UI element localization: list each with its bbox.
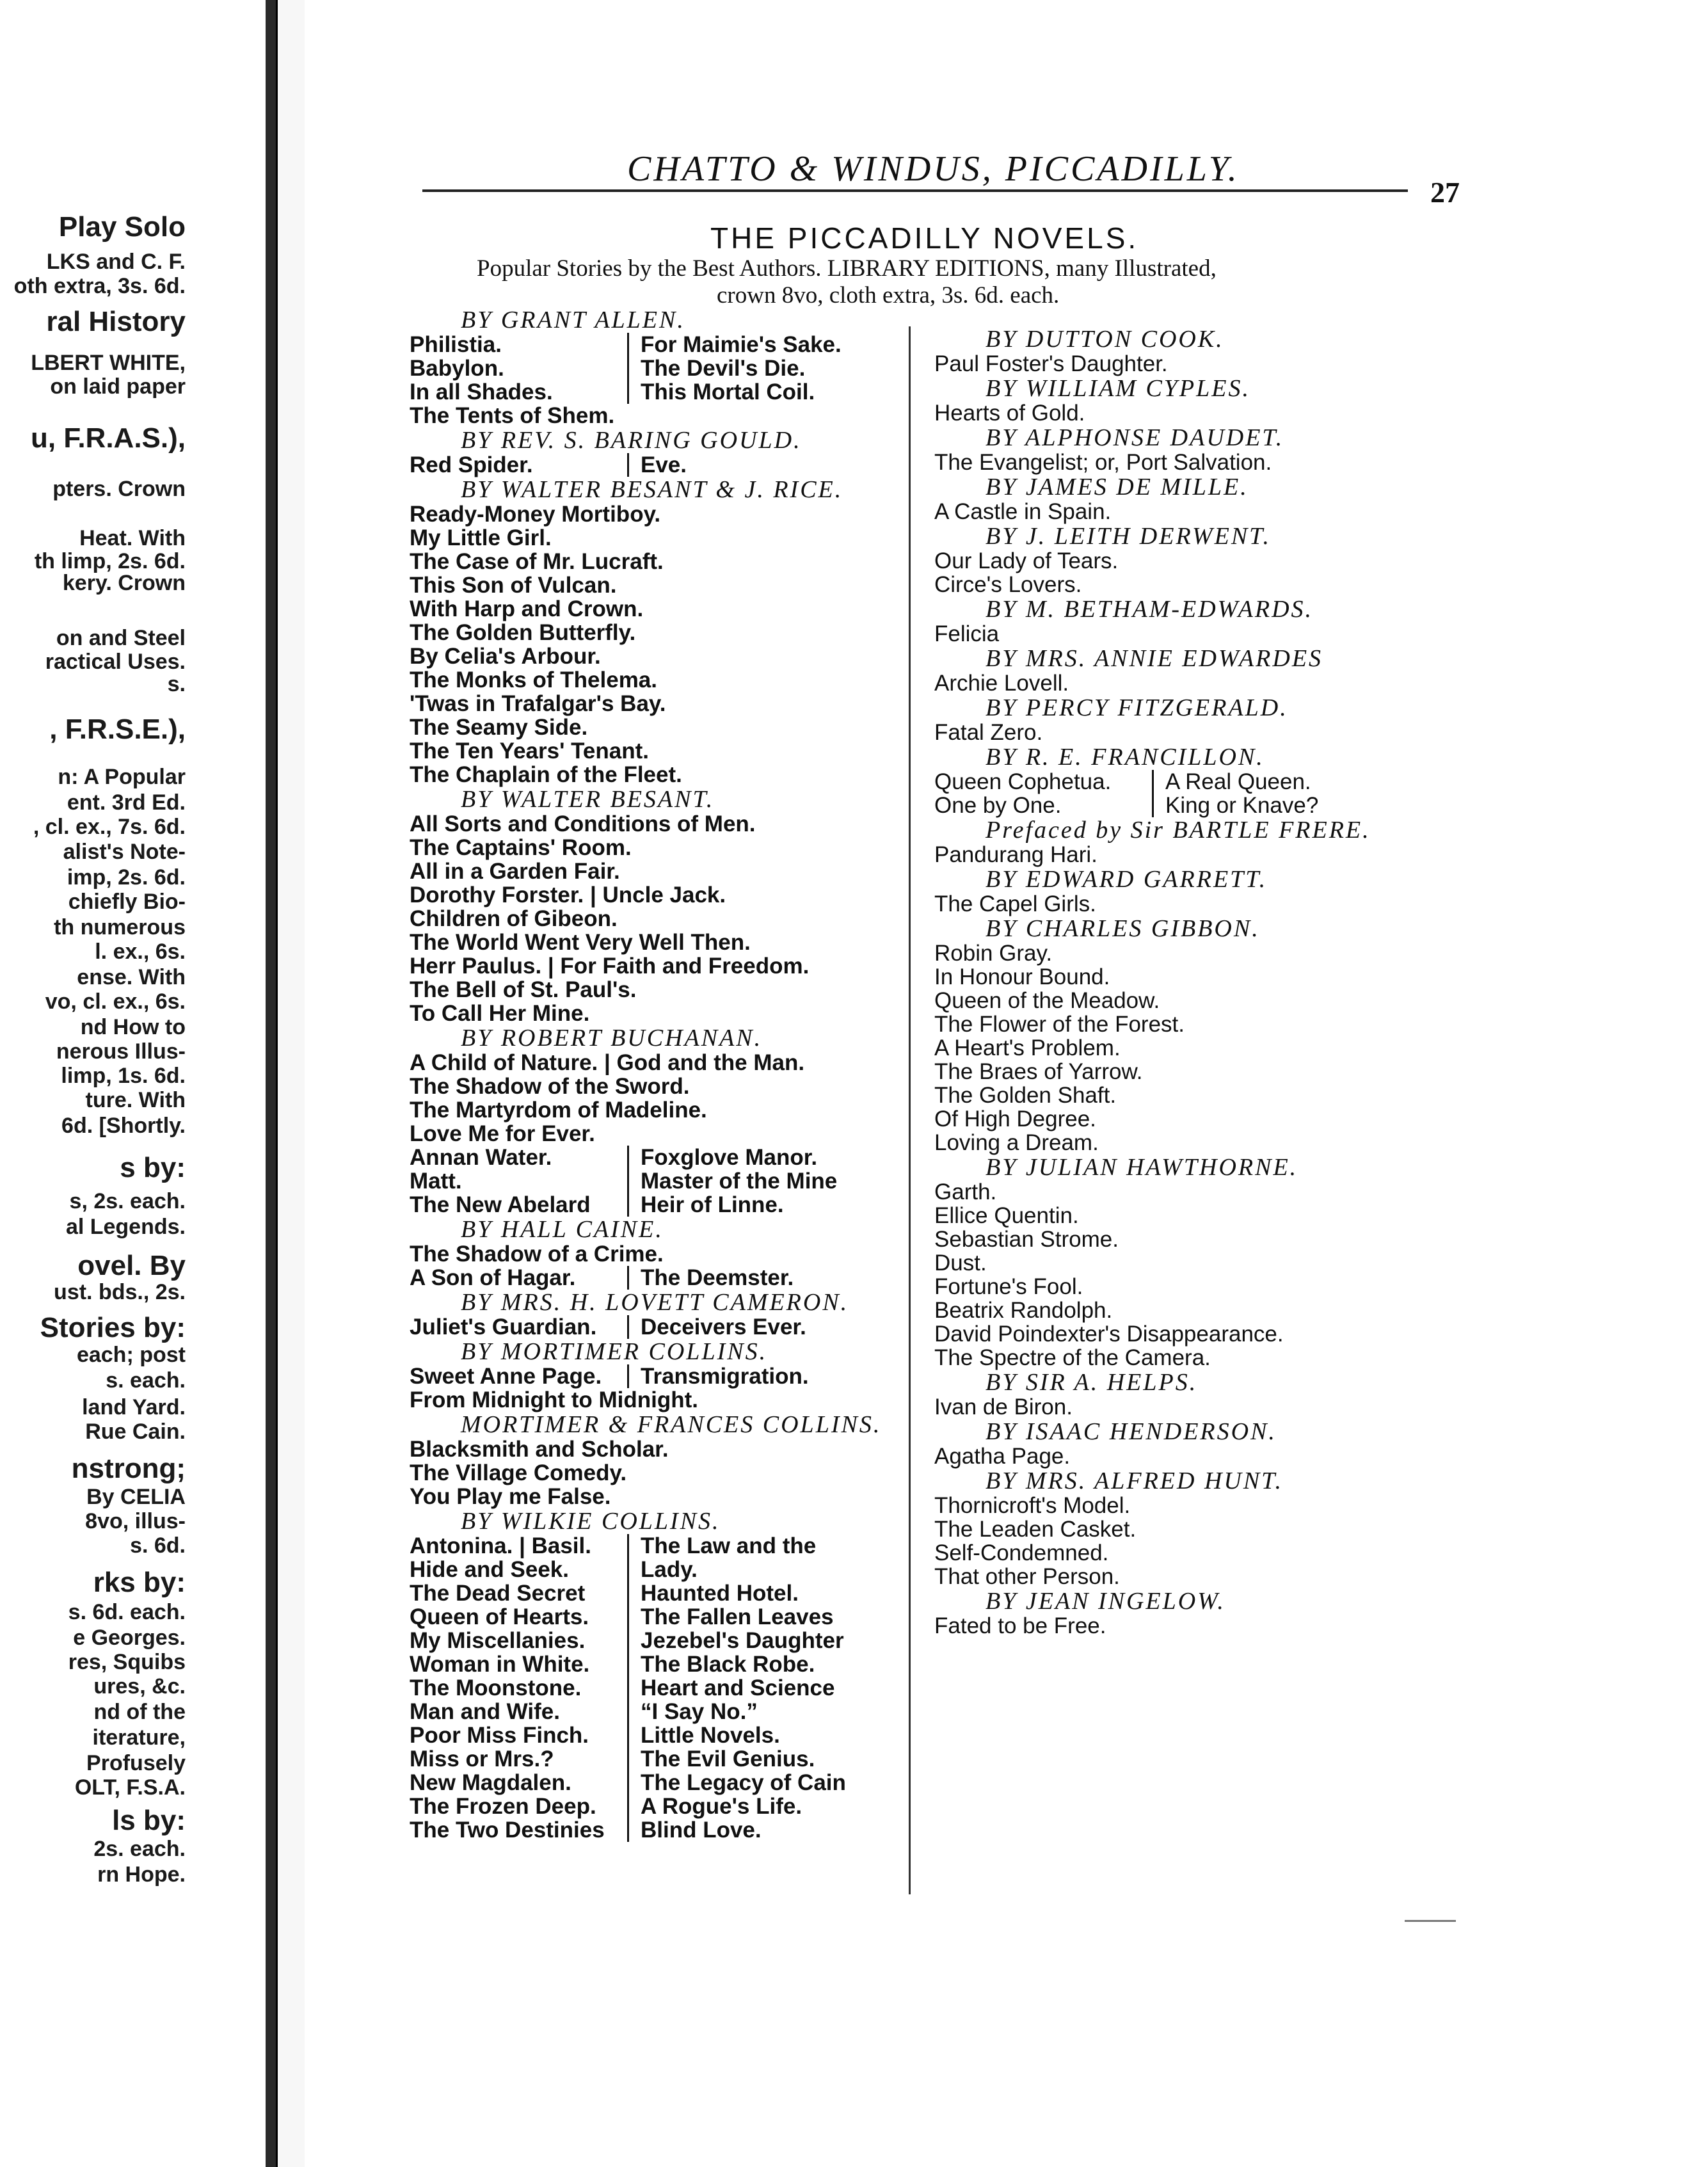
left-page-line: ense. With bbox=[77, 965, 186, 989]
left-page-line: vo, cl. ex., 6s. bbox=[45, 989, 186, 1014]
author-heading: BY PERCY FITZGERALD. bbox=[986, 694, 1288, 721]
left-page-line: kery. Crown bbox=[62, 571, 186, 595]
novel-title-pair bbox=[410, 1315, 915, 1339]
novel-title: A Son of Hagar. bbox=[410, 1265, 576, 1290]
left-page-line: 2s. each. bbox=[93, 1837, 186, 1861]
page-title: THE PICCADILLY NOVELS. bbox=[710, 221, 1139, 255]
novel-title: The Flower of the Forest. bbox=[934, 1012, 1185, 1037]
right-column bbox=[934, 326, 1440, 1638]
author-heading: BY ISAAC HENDERSON. bbox=[986, 1418, 1277, 1445]
novel-title: The Black Robe. bbox=[627, 1652, 815, 1676]
left-page-line: Rue Cain. bbox=[85, 1419, 186, 1444]
novel-title-pair bbox=[934, 770, 1440, 794]
novel-title-pair bbox=[410, 1795, 915, 1818]
novel-title: Heart and Science bbox=[627, 1676, 834, 1700]
left-page-line: Heat. With bbox=[79, 526, 186, 550]
author-heading: BY WALTER BESANT & J. RICE. bbox=[461, 476, 843, 503]
novel-title: The Legacy of Cain bbox=[627, 1771, 846, 1795]
author-heading: BY MRS. ALFRED HUNT. bbox=[986, 1467, 1283, 1494]
novel-title: The Monks of Thelema. bbox=[410, 668, 657, 692]
novel-title: Woman in White. bbox=[410, 1652, 590, 1677]
novel-title: Hide and Seek. bbox=[410, 1557, 569, 1582]
novel-title: Foxglove Manor. bbox=[627, 1146, 817, 1169]
novel-title-pair bbox=[410, 1364, 915, 1388]
novel-title-pair bbox=[410, 1676, 915, 1700]
novel-title: You Play me False. bbox=[410, 1484, 611, 1509]
novel-title: All in a Garden Fair. bbox=[410, 859, 620, 884]
left-page-line: , cl. ex., 7s. 6d. bbox=[33, 815, 186, 839]
author-heading: BY ROBERT BUCHANAN. bbox=[461, 1025, 763, 1052]
novel-title: The Ten Years' Tenant. bbox=[410, 739, 649, 764]
novel-title: The Seamy Side. bbox=[410, 715, 588, 740]
novel-title: Queen of Hearts. bbox=[410, 1604, 589, 1629]
novel-title: Blind Love. bbox=[627, 1818, 762, 1842]
left-page-line: s by: bbox=[120, 1152, 186, 1183]
novel-title: Juliet's Guardian. bbox=[410, 1315, 597, 1339]
novel-title: “I Say No.” bbox=[627, 1700, 758, 1723]
novel-title: Man and Wife. bbox=[410, 1699, 560, 1724]
novel-title-pair bbox=[410, 1581, 915, 1605]
novel-title: Fortune's Fool. bbox=[934, 1274, 1083, 1299]
novel-title: Fatal Zero. bbox=[934, 720, 1043, 745]
novel-title: The Dead Secret bbox=[410, 1581, 586, 1606]
left-page-line: 6d. [Shortly. bbox=[61, 1114, 186, 1138]
left-page-line: rn Hope. bbox=[97, 1862, 186, 1887]
author-heading: BY WALTER BESANT. bbox=[461, 786, 715, 813]
running-head: CHATTO & WINDUS, PICCADILLY. bbox=[627, 149, 1240, 189]
novel-title-pair bbox=[410, 1146, 915, 1169]
left-page-line: 8vo, illus- bbox=[85, 1509, 186, 1533]
novel-title: 'Twas in Trafalgar's Bay. bbox=[410, 691, 666, 716]
left-page-line: s. 6d. bbox=[130, 1533, 186, 1558]
left-page-line: oth extra, 3s. 6d. bbox=[13, 274, 186, 298]
novel-title: Antonina. | Basil. bbox=[410, 1533, 591, 1558]
novel-title: For Maimie's Sake. bbox=[627, 333, 842, 356]
novel-title: Miss or Mrs.? bbox=[410, 1747, 554, 1771]
novel-title-pair bbox=[410, 1605, 915, 1629]
page-edge bbox=[276, 0, 307, 2167]
novel-title-pair bbox=[410, 1747, 915, 1771]
novel-title: Poor Miss Finch. bbox=[410, 1723, 589, 1748]
novel-title: Little Novels. bbox=[627, 1723, 780, 1747]
novel-title: Robin Gray. bbox=[934, 941, 1053, 966]
novel-title: Ellice Quentin. bbox=[934, 1203, 1079, 1228]
left-page-line: s. 6d. each. bbox=[68, 1600, 186, 1624]
novel-title: A Castle in Spain. bbox=[934, 499, 1112, 524]
novel-title: Ivan de Biron. bbox=[934, 1395, 1073, 1419]
novel-title: From Midnight to Midnight. bbox=[410, 1387, 698, 1412]
left-page-line: alist's Note- bbox=[63, 840, 186, 864]
left-page-fragment bbox=[0, 0, 266, 2167]
left-page-line: s, 2s. each. bbox=[69, 1189, 186, 1213]
novel-title: Children of Gibeon. bbox=[410, 906, 618, 931]
novel-title-pair bbox=[410, 1266, 915, 1290]
novel-title: Eve. bbox=[627, 453, 687, 477]
left-page-line: iterature, bbox=[92, 1725, 186, 1750]
left-page-line: ractical Uses. bbox=[45, 650, 186, 674]
left-page-line: th numerous bbox=[54, 915, 186, 940]
novel-title: The Case of Mr. Lucraft. bbox=[410, 549, 664, 574]
novel-title: Fated to be Free. bbox=[934, 1613, 1106, 1638]
novel-title: Dust. bbox=[934, 1251, 987, 1275]
novel-title: The Deemster. bbox=[627, 1266, 794, 1290]
novel-title: To Call Her Mine. bbox=[410, 1001, 590, 1026]
author-heading: Prefaced by Sir BARTLE FRERE. bbox=[986, 817, 1371, 844]
novel-title: Loving a Dream. bbox=[934, 1130, 1099, 1155]
novel-title-pair bbox=[410, 1771, 915, 1795]
novel-title: The Village Comedy. bbox=[410, 1460, 627, 1485]
left-page-line: u, F.R.A.S.), bbox=[31, 422, 186, 454]
left-page-line: chiefly Bio- bbox=[68, 890, 186, 914]
novel-title: Heir of Linne. bbox=[627, 1193, 784, 1217]
novel-title: Pandurang Hari. bbox=[934, 842, 1097, 867]
novel-title: Of High Degree. bbox=[934, 1107, 1096, 1131]
novel-title: The Fallen Leaves bbox=[627, 1605, 834, 1629]
novel-title-pair bbox=[410, 1629, 915, 1652]
novel-title: Queen of the Meadow. bbox=[934, 988, 1160, 1013]
novel-title: Love Me for Ever. bbox=[410, 1121, 595, 1146]
novel-title: The Two Destinies bbox=[410, 1818, 605, 1843]
novel-title: The Captains' Room. bbox=[410, 835, 632, 860]
author-heading: BY WILLIAM CYPLES. bbox=[986, 375, 1250, 402]
author-heading: BY ALPHONSE DAUDET. bbox=[986, 424, 1284, 451]
left-page-line: nd of the bbox=[93, 1700, 186, 1724]
left-page-line: Stories by: bbox=[40, 1312, 186, 1343]
novel-title: Sweet Anne Page. bbox=[410, 1364, 602, 1389]
author-heading: BY JEAN INGELOW. bbox=[986, 1588, 1225, 1615]
novel-title: My Little Girl. bbox=[410, 525, 552, 550]
novel-title: Deceivers Ever. bbox=[627, 1315, 806, 1339]
author-heading: BY J. LEITH DERWENT. bbox=[986, 523, 1271, 550]
novel-title: Self-Condemned. bbox=[934, 1540, 1109, 1565]
novel-title-pair bbox=[410, 1534, 915, 1558]
left-page-line: ent. 3rd Ed. bbox=[67, 790, 186, 815]
novel-title: The New Abelard bbox=[410, 1192, 591, 1217]
left-page-line: ovel. By bbox=[77, 1250, 186, 1281]
author-heading: BY EDWARD GARRETT. bbox=[986, 866, 1268, 893]
novel-title-pair bbox=[410, 1558, 915, 1581]
author-heading: BY JULIAN HAWTHORNE. bbox=[986, 1154, 1298, 1181]
author-heading: BY DUTTON COOK. bbox=[986, 326, 1224, 353]
novel-title: Master of the Mine bbox=[627, 1169, 837, 1193]
book-gutter bbox=[266, 0, 276, 2167]
novel-title-pair bbox=[410, 1193, 915, 1217]
novel-title: Lady. bbox=[627, 1558, 698, 1581]
novel-title: The Bell of St. Paul's. bbox=[410, 977, 637, 1002]
novel-title-pair bbox=[410, 453, 915, 477]
left-page-line: nerous Illus- bbox=[56, 1039, 186, 1064]
author-heading: BY R. E. FRANCILLON. bbox=[986, 744, 1265, 771]
novel-title: This Son of Vulcan. bbox=[410, 573, 617, 598]
author-heading: BY GRANT ALLEN. bbox=[461, 307, 685, 333]
author-heading: BY MRS. H. LOVETT CAMERON. bbox=[461, 1289, 849, 1316]
novel-title: The Spectre of the Camera. bbox=[934, 1345, 1211, 1370]
left-page-line: s. bbox=[167, 672, 186, 696]
author-heading: BY REV. S. BARING GOULD. bbox=[461, 427, 802, 454]
novel-title: Thornicroft's Model. bbox=[934, 1493, 1131, 1518]
novel-title-pair bbox=[410, 380, 915, 404]
novel-title: This Mortal Coil. bbox=[627, 380, 815, 404]
novel-title: Babylon. bbox=[410, 356, 504, 381]
novel-title: Agatha Page. bbox=[934, 1444, 1071, 1469]
novel-title: Matt. bbox=[410, 1169, 462, 1194]
author-heading: BY HALL CAINE. bbox=[461, 1216, 664, 1243]
novel-title: Sebastian Strome. bbox=[934, 1227, 1119, 1252]
left-page-line: rks by: bbox=[93, 1567, 186, 1598]
novel-title: Transmigration. bbox=[627, 1364, 809, 1388]
left-page-line: LKS and C. F. bbox=[46, 250, 186, 274]
author-heading: BY MORTIMER COLLINS. bbox=[461, 1338, 768, 1365]
subtitle-line-2: crown 8vo, cloth extra, 3s. 6d. each. bbox=[717, 282, 1060, 308]
author-heading: BY JAMES DE MILLE. bbox=[986, 474, 1249, 500]
novel-title-pair bbox=[410, 1700, 915, 1723]
left-page-line: , F.R.S.E.), bbox=[49, 714, 186, 745]
column-divider bbox=[909, 326, 911, 1894]
novel-title: The Golden Shaft. bbox=[934, 1083, 1117, 1108]
left-page-line: l. ex., 6s. bbox=[95, 940, 186, 964]
novel-title: Beatrix Randolph. bbox=[934, 1298, 1113, 1323]
left-page-line: e Georges. bbox=[73, 1626, 186, 1650]
novel-title: The World Went Very Well Then. bbox=[410, 930, 751, 955]
left-page-line: res, Squibs bbox=[68, 1650, 186, 1674]
left-page-line: s. each. bbox=[106, 1368, 186, 1393]
left-page-line: LBERT WHITE, bbox=[31, 351, 186, 375]
novel-title-pair bbox=[410, 356, 915, 380]
header-rule bbox=[422, 189, 1408, 192]
left-page-line: ust. bds., 2s. bbox=[54, 1280, 186, 1304]
novel-title: The Evil Genius. bbox=[627, 1747, 815, 1771]
left-page-line: nstrong; bbox=[71, 1453, 186, 1484]
left-column bbox=[410, 307, 915, 1842]
novel-title-pair bbox=[410, 333, 915, 356]
author-heading: BY CHARLES GIBBON. bbox=[986, 915, 1260, 942]
novel-title: The Shadow of a Crime. bbox=[410, 1242, 664, 1267]
novel-title: The Capel Girls. bbox=[934, 892, 1096, 916]
left-page-line: ral History bbox=[46, 306, 186, 337]
novel-title: A Child of Nature. | God and the Man. bbox=[410, 1050, 805, 1075]
novel-title-pair bbox=[410, 1169, 915, 1193]
novel-title: Hearts of Gold. bbox=[934, 401, 1085, 426]
novel-title: Haunted Hotel. bbox=[627, 1581, 799, 1605]
novel-title: My Miscellanies. bbox=[410, 1628, 586, 1653]
novel-title: Our Lady of Tears. bbox=[934, 548, 1119, 573]
novel-title: Herr Paulus. | For Faith and Freedom. bbox=[410, 954, 810, 979]
author-heading: BY SIR A. HELPS. bbox=[986, 1369, 1198, 1396]
novel-title: The Leaden Casket. bbox=[934, 1517, 1137, 1542]
novel-title: By Celia's Arbour. bbox=[410, 644, 601, 669]
novel-title: Blacksmith and Scholar. bbox=[410, 1437, 669, 1462]
left-page-line: n: A Popular bbox=[58, 765, 186, 789]
novel-title: New Magdalen. bbox=[410, 1770, 571, 1795]
left-page-line: ture. With bbox=[85, 1088, 186, 1112]
novel-title: All Sorts and Conditions of Men. bbox=[410, 812, 756, 836]
novel-title: Felicia bbox=[934, 621, 1000, 646]
novel-title: The Evangelist; or, Port Salvation. bbox=[934, 450, 1272, 475]
novel-title: Dorothy Forster. | Uncle Jack. bbox=[410, 883, 726, 908]
novel-title: King or Knave? bbox=[1152, 794, 1318, 817]
novel-title: Philistia. bbox=[410, 332, 502, 357]
left-page-line: al Legends. bbox=[65, 1215, 186, 1239]
novel-title-pair bbox=[410, 1723, 915, 1747]
left-page-line: each; post bbox=[76, 1343, 186, 1367]
author-heading: MORTIMER & FRANCES COLLINS. bbox=[461, 1411, 882, 1438]
novel-title: Garth. bbox=[934, 1179, 997, 1204]
left-page-line: imp, 2s. 6d. bbox=[67, 865, 186, 890]
novel-title: Archie Lovell. bbox=[934, 671, 1069, 696]
novel-title: The Devil's Die. bbox=[627, 356, 805, 380]
novel-title: In all Shades. bbox=[410, 380, 553, 404]
novel-title: A Rogue's Life. bbox=[627, 1795, 802, 1818]
novel-title: With Harp and Crown. bbox=[410, 596, 644, 621]
novel-title: Ready-Money Mortiboy. bbox=[410, 502, 661, 527]
novel-title: Circe's Lovers. bbox=[934, 572, 1082, 597]
novel-title: That other Person. bbox=[934, 1564, 1120, 1589]
novel-title: The Golden Butterfly. bbox=[410, 620, 636, 645]
novel-title: Queen Cophetua. bbox=[934, 769, 1112, 794]
novel-title: David Poindexter's Disappearance. bbox=[934, 1322, 1284, 1347]
novel-title: Annan Water. bbox=[410, 1145, 552, 1170]
page-number: 27 bbox=[1430, 176, 1460, 209]
left-page-line: on and Steel bbox=[56, 626, 186, 650]
novel-title: A Heart's Problem. bbox=[934, 1036, 1121, 1060]
left-page-line: ls by: bbox=[112, 1805, 186, 1836]
novel-title: Red Spider. bbox=[410, 452, 533, 477]
left-page-line: OLT, F.S.A. bbox=[74, 1775, 186, 1800]
novel-title: The Tents of Shem. bbox=[410, 403, 615, 428]
novel-title-pair bbox=[934, 794, 1440, 817]
left-page-line: ures, &c. bbox=[93, 1674, 186, 1699]
left-page-line: By CELIA bbox=[86, 1485, 186, 1509]
left-page-line: nd How to bbox=[80, 1015, 186, 1039]
novel-title: The Law and the bbox=[627, 1534, 816, 1558]
left-page-line: on laid paper bbox=[50, 374, 186, 399]
left-page-line: Play Solo bbox=[58, 211, 186, 243]
left-page-line: Profusely bbox=[86, 1751, 186, 1775]
left-page-line: land Yard. bbox=[82, 1395, 186, 1419]
novel-title: The Shadow of the Sword. bbox=[410, 1074, 690, 1099]
novel-title: The Chaplain of the Fleet. bbox=[410, 762, 682, 787]
novel-title: In Honour Bound. bbox=[934, 964, 1110, 989]
author-heading: BY MRS. ANNIE EDWARDES bbox=[986, 645, 1323, 672]
novel-title: The Martyrdom of Madeline. bbox=[410, 1098, 707, 1123]
novel-title: A Real Queen. bbox=[1152, 770, 1311, 794]
novel-title: Jezebel's Daughter bbox=[627, 1629, 844, 1652]
novel-title-pair bbox=[410, 1818, 915, 1842]
author-heading: BY WILKIE COLLINS. bbox=[461, 1508, 721, 1535]
novel-title: The Braes of Yarrow. bbox=[934, 1059, 1143, 1084]
author-heading: BY M. BETHAM-EDWARDS. bbox=[986, 596, 1314, 623]
novel-title-pair bbox=[410, 1652, 915, 1676]
novel-title: The Moonstone. bbox=[410, 1675, 582, 1700]
novel-title: Paul Foster's Daughter. bbox=[934, 351, 1168, 376]
left-page-line: pters. Crown bbox=[52, 477, 186, 501]
novel-title: One by One. bbox=[934, 793, 1062, 818]
novel-title: The Frozen Deep. bbox=[410, 1794, 596, 1819]
subtitle-line-1: Popular Stories by the Best Authors. LIBRARY EDITIONS, many Illustrated, bbox=[477, 255, 1217, 282]
page-mark bbox=[1405, 1920, 1456, 1922]
left-page-line: limp, 1s. 6d. bbox=[61, 1064, 186, 1088]
left-page-line: th limp, 2s. 6d. bbox=[34, 549, 186, 573]
